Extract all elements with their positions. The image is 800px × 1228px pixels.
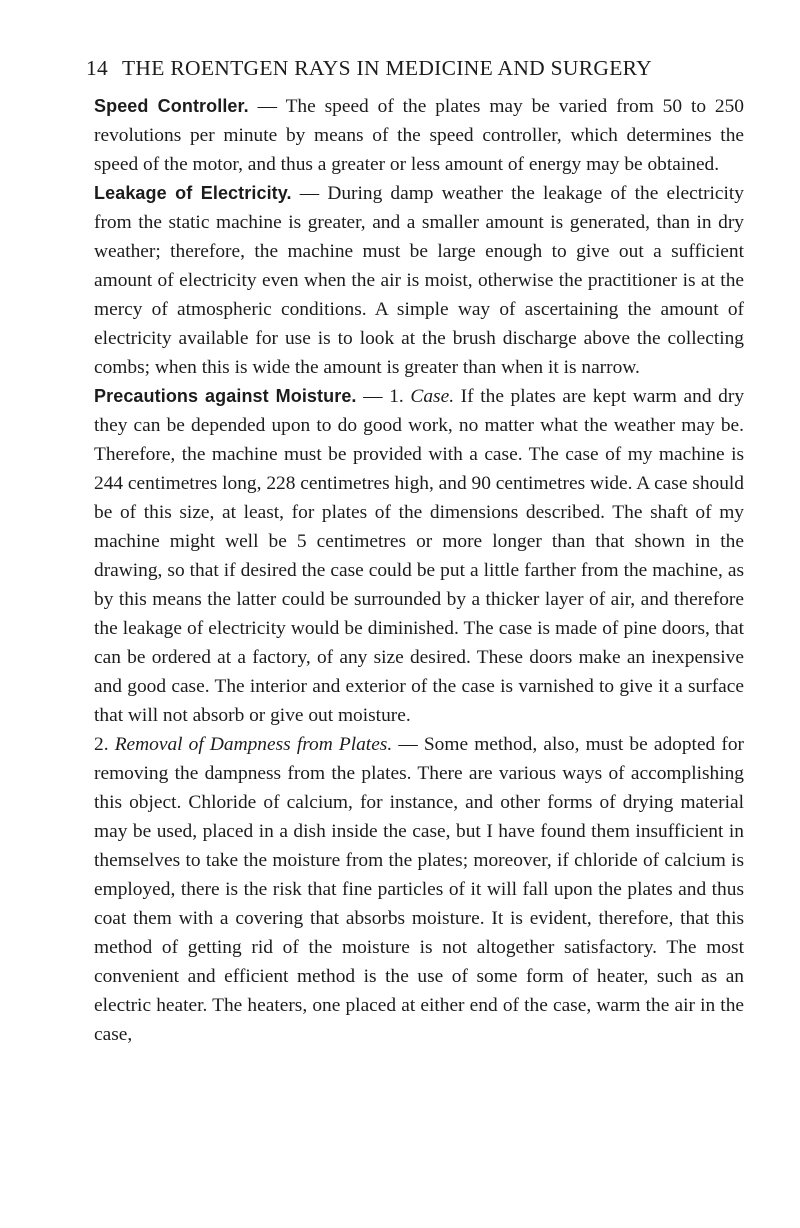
paragraph-precautions <box>94 382 744 730</box>
heading-dash: — <box>248 96 286 117</box>
paragraph-text: If the plates are kept warm and dry they can be depended upon to do good work, no matter what the weather may be. Therefore, the machine must be provided with a case. The case of my machine is 244 centimetres long, 228 centimetres high, and 90 centimetres wide. A case should be of this size, at least, for plates of the dimensions described. The shaft of my machine might well be 5 centimetres or more longer than that shown in the drawing, so that if desired the case could be put a little farther from the machine, as by this means the latter could be surrounded by a thicker layer of air, and therefore the leakage of electricity would be diminished. The case is made of pine doors, that can be ordered at a factory, of any size desired. These doors make an inexpensive and good case. The interior and exterior of the case is varnished to give it a surface that will not absorb or give out moisture. <box>94 386 745 726</box>
run-in-heading: Leakage of Electricity. <box>94 183 292 203</box>
paragraph-text: Some method, also, must be adopted for removing the dampness from the plates. There are various ways of accomplishing this object. Chloride of calcium, for instance, and other forms of drying material may be used, placed in a dish inside the case, but I have found them insufficient in themselves to take the moisture from the plates; moreover, if chloride of calcium is employed, there is the risk that fine particles of it will fall upon the plates and thus coat them with a covering that absorbs moisture. It is evident, therefore, that this method of getting rid of the moisture is not altogether satisfactory. The most convenient and efficient method is the use of some form of heater, such as an electric heater. The heaters, one placed at either end of the case, warm the air in the case, <box>94 734 745 1045</box>
heading-dash: — <box>356 386 390 407</box>
paragraph-text: The speed of the plates may be varied from 50 to 250 revolutions per minute by means of the speed controller, which determines the speed of the motor, and thus a greater or less amount of energy may be obtained. <box>94 96 744 175</box>
paragraph-removal-of-dampness <box>94 730 744 1049</box>
item-number: 1. <box>389 386 411 407</box>
italic-subheading: Case. <box>410 386 455 407</box>
heading-dash: — <box>392 734 424 755</box>
run-in-heading: Speed Controller. <box>94 96 249 116</box>
italic-subheading: Removal of Dampness from Plates. <box>114 734 393 755</box>
run-in-heading: Precautions against Moisture. <box>94 386 357 406</box>
paragraph-text: During damp weather the leakage of the electricity from the static machine is greater, and a smaller amount is generated, than in dry weather; therefore, the machine must be large enough to give out a sufficient amount of electricity even when the air is moist, otherwise the practitioner is at the mercy of atmospheric conditions. A simple way of ascertaining the amount of electricity available for use is to look at the brush discharge above the collecting combs; when this is wide the amount is greater than when it is narrow. <box>94 183 745 378</box>
paragraph-speed-controller <box>94 92 744 179</box>
heading-dash: — <box>291 183 328 204</box>
page-number: 14 <box>86 56 109 80</box>
running-title: THE ROENTGEN RAYS IN MEDICINE AND SURGERY <box>122 56 652 80</box>
body-text <box>94 92 744 1049</box>
page-header <box>86 56 786 86</box>
item-number: 2. <box>94 734 115 755</box>
paragraph-leakage <box>94 179 744 382</box>
